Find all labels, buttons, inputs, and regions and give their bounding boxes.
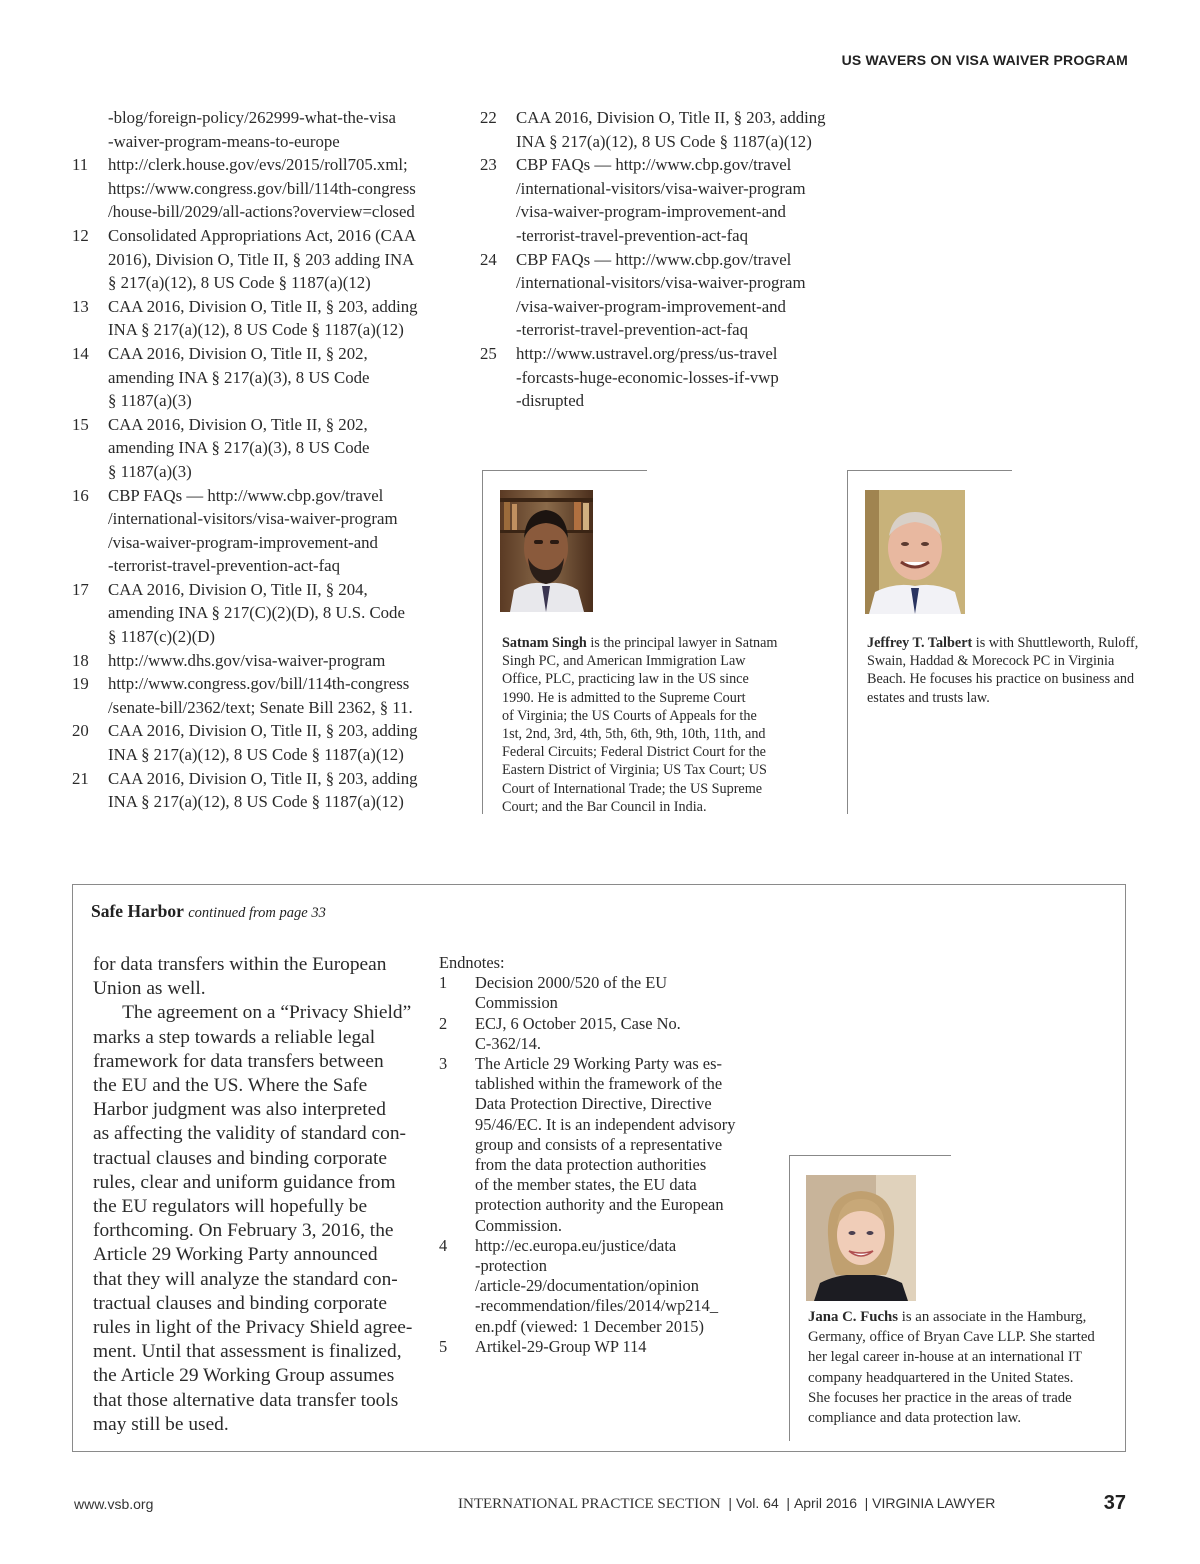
endnote-text	[108, 106, 450, 153]
endnote-text	[475, 973, 667, 1013]
endnote-line: § 1187(c)(2)(D)	[108, 627, 216, 647]
endnote-item	[72, 672, 450, 719]
bio-line: Eastern District of Virginia; US Tax Court; US	[502, 762, 767, 779]
bio-rule-top	[789, 1155, 951, 1156]
endnote-line: Consolidated Appropriations Act, 2016 (CAA	[108, 225, 417, 245]
bio-text-talbert	[867, 634, 1138, 707]
endnote-line: http://clerk.house.gov/evs/2015/roll705.xml;	[108, 155, 408, 175]
bio-line: 1st, 2nd, 3rd, 4th, 5th, 6th, 9th, 10th, 11th, and	[502, 726, 766, 743]
bio-line: her legal career in-house at an international IT	[808, 1349, 1083, 1366]
endnote-number: 22	[480, 108, 497, 127]
endnote-line: CBP FAQs — http://www.cbp.gov/travel	[516, 155, 792, 175]
body-line: rules in light of the Privacy Shield agree-	[93, 1317, 413, 1339]
endnote-line: -terrorist-travel-prevention-act-faq	[516, 320, 749, 340]
endnote-line: C-362/14.	[475, 1033, 542, 1053]
endnote-text	[475, 1236, 718, 1337]
body-line: tractual clauses and binding corporate	[93, 1147, 387, 1169]
endnote-number: 21	[72, 768, 89, 788]
body-line: Article 29 Working Party announced	[93, 1244, 378, 1266]
bio-line: Germany, office of Bryan Cave LLP. She started	[808, 1329, 1095, 1346]
endnotes-column-left	[72, 106, 450, 814]
continued-note: continued from page 33	[188, 905, 326, 921]
author-bio-fuchs	[789, 1155, 1109, 1441]
endnote-line: /international-visitors/visa-waiver-program	[516, 273, 806, 293]
endnote-item	[439, 1236, 769, 1337]
body-line: The agreement on a “Privacy Shield”	[93, 1002, 412, 1024]
endnote-line: CAA 2016, Division O, Title II, § 203, adding	[108, 768, 418, 788]
endnote-number: 19	[72, 674, 89, 694]
masthead: INTERNATIONAL PRACTICE SECTION | Vol. 64 | April 2016 | VIRGINIA LAWYER	[458, 1495, 996, 1512]
bio-line: Office, PLC, practicing law in the US since	[502, 671, 749, 688]
endnote-line: ECJ, 6 October 2015, Case No.	[475, 1013, 681, 1033]
endnote-line: amending INA § 217(C)(2)(D), 8 U.S. Code	[108, 603, 405, 623]
body-line: Union as well.	[93, 978, 206, 1000]
bio-text-fuchs	[808, 1307, 1095, 1428]
endnote-text	[516, 342, 860, 413]
endnote-line: Commission.	[475, 1215, 562, 1235]
bio-line: Court; and the Bar Council in India.	[502, 798, 707, 815]
bio-line-text: is with Shuttleworth, Ruloff,	[972, 635, 1139, 651]
author-photo-fuchs	[806, 1175, 916, 1301]
body-line: for data transfers within the European	[93, 954, 387, 975]
site-url: www.vsb.org	[74, 1496, 154, 1512]
endnote-line: INA § 217(a)(12), 8 US Code § 1187(a)(12)	[108, 745, 404, 765]
endnote-line: -recommendation/files/2014/wp214_	[475, 1296, 719, 1316]
endnote-number: 25	[480, 343, 497, 363]
endnote-line: http://www.congress.gov/bill/114th-congress	[108, 674, 410, 694]
endnote-line: amending INA § 217(a)(3), 8 US Code	[108, 438, 370, 458]
endnote-text	[516, 248, 860, 342]
bio-line: Singh PC, and American Immigration Law	[502, 653, 746, 670]
issue-date: April 2016	[793, 1495, 857, 1511]
endnote-item	[439, 1337, 769, 1357]
endnote-line: http://www.ustravel.org/press/us-travel	[516, 343, 778, 363]
bio-line: Court of International Trade; the US Supreme	[502, 780, 763, 797]
endnote-item	[480, 106, 860, 153]
safe-harbor-box	[72, 884, 1126, 1452]
body-line: as affecting the validity of standard con-	[93, 1123, 407, 1145]
endnote-item	[72, 649, 450, 673]
endnote-line: /article-29/documentation/opinion	[475, 1276, 699, 1296]
endnote-line: CAA 2016, Division O, Title II, § 202,	[108, 414, 368, 434]
author-bio-talbert	[847, 470, 1167, 814]
running-head: US WAVERS ON VISA WAIVER PROGRAM	[841, 52, 1128, 68]
volume: Vol. 64	[735, 1495, 779, 1511]
bio-rule-top	[482, 470, 647, 471]
endnote-line: protection authority and the European	[475, 1195, 724, 1215]
endnote-line: /visa-waiver-program-improvement-and	[516, 202, 786, 222]
endnote-text	[108, 672, 450, 719]
endnote-line: -terrorist-travel-prevention-act-faq	[516, 225, 749, 245]
author-name: Jana C. Fuchs	[808, 1309, 899, 1325]
endnote-line: Data Protection Directive, Directive	[475, 1094, 712, 1114]
bio-rule-left	[847, 470, 848, 814]
endnote-item	[439, 1054, 769, 1236]
page-footer	[0, 1492, 1200, 1522]
endnote-line: § 217(a)(12), 8 US Code § 1187(a)(12)	[108, 273, 371, 293]
endnote-text	[108, 484, 450, 578]
endnote-line: -forcasts-huge-economic-losses-if-vwp	[516, 367, 779, 387]
author-name: Jeffrey T. Talbert	[867, 635, 973, 651]
endnote-line: from the data protection authorities	[475, 1155, 707, 1175]
body-line: the EU and the US. Where the Safe	[93, 1075, 368, 1097]
endnote-item	[72, 342, 450, 413]
endnote-line: http://www.dhs.gov/visa-waiver-program	[108, 650, 386, 670]
endnote-line: http://ec.europa.eu/justice/data	[475, 1235, 677, 1255]
endnote-line: § 1187(a)(3)	[108, 391, 192, 411]
endnote-text	[108, 578, 450, 649]
endnote-line: -disrupted	[516, 391, 585, 411]
bio-rule-left	[789, 1155, 790, 1441]
endnote-number: 15	[72, 414, 89, 434]
author-bio-singh	[482, 470, 812, 814]
endnote-line: 95/46/EC. It is an independent advisory	[475, 1114, 736, 1134]
bio-line: Swain, Haddad & Morecock PC in Virginia	[867, 653, 1115, 670]
endnote-line: Commission	[475, 993, 558, 1013]
endnote-text	[475, 1054, 735, 1236]
endnotes-column-right	[480, 106, 860, 413]
endnote-text	[108, 153, 450, 224]
endnote-item	[480, 153, 860, 247]
author-photo-talbert	[865, 490, 965, 614]
endnote-line: https://www.congress.gov/bill/114th-congress	[108, 178, 416, 198]
bio-line: 1990. He is admitted to the Supreme Court	[502, 689, 746, 706]
endnote-number: 13	[72, 296, 89, 316]
body-line: Harbor judgment was also interpreted	[93, 1099, 386, 1121]
endnote-item	[72, 484, 450, 578]
endnote-number: 3	[439, 1054, 448, 1074]
endnote-item	[72, 767, 450, 814]
endnote-line: CAA 2016, Division O, Title II, § 204,	[108, 579, 368, 599]
endnote-line: tablished within the framework of the	[475, 1074, 723, 1094]
endnote-line: /international-visitors/visa-waiver-program	[516, 178, 806, 198]
endnote-line: CAA 2016, Division O, Title II, § 202,	[108, 343, 368, 363]
endnote-line: -blog/foreign-policy/262999-what-the-visa	[108, 108, 397, 127]
endnote-text	[108, 342, 450, 413]
bio-line-text: is the principal lawyer in Satnam	[586, 635, 778, 651]
endnote-number: 5	[439, 1336, 448, 1356]
safe-harbor-heading	[91, 901, 326, 922]
endnote-line: of the member states, the EU data	[475, 1175, 697, 1195]
endnote-text	[108, 224, 450, 295]
endnote-line: group and consists of a representative	[475, 1134, 723, 1154]
endnote-line: amending INA § 217(a)(3), 8 US Code	[108, 367, 370, 387]
endnote-line: 2016), Division O, Title II, § 203 adding INA	[108, 249, 415, 269]
bio-line: company headquartered in the United States.	[808, 1369, 1074, 1386]
endnote-line: CAA 2016, Division O, Title II, § 203, adding	[516, 108, 826, 127]
endnote-number: 14	[72, 343, 89, 363]
endnote-number: 1	[439, 973, 448, 993]
endnote-text	[108, 295, 450, 342]
endnote-text	[516, 153, 860, 247]
endnote-line: The Article 29 Working Party was es-	[475, 1054, 722, 1074]
bio-rule-top	[847, 470, 1012, 471]
endnote-line: Artikel-29-Group WP 114	[475, 1336, 647, 1356]
endnote-number: 23	[480, 155, 497, 175]
body-line: ment. Until that assessment is finalized,	[93, 1341, 402, 1363]
bio-line: Beach. He focuses his practice on business and	[867, 671, 1135, 688]
endnote-number: 20	[72, 721, 89, 741]
bio-line	[502, 634, 777, 652]
endnote-item	[480, 342, 860, 413]
endnote-item	[72, 578, 450, 649]
endnote-item	[72, 413, 450, 484]
bio-line	[867, 634, 1138, 652]
endnote-line: -protection	[475, 1256, 547, 1276]
endnote-line: /international-visitors/visa-waiver-program	[108, 509, 398, 529]
endnote-item	[439, 1014, 769, 1054]
endnote-item	[439, 973, 769, 1013]
author-name: Satnam Singh	[502, 635, 587, 651]
body-line: may still be used.	[93, 1413, 229, 1435]
bio-line: She focuses her practice in the areas of trade	[808, 1389, 1072, 1406]
endnote-number: 12	[72, 225, 89, 245]
bio-line: estates and trusts law.	[867, 689, 990, 706]
endnote-line: /senate-bill/2362/text; Senate Bill 2362, § 11.	[108, 697, 413, 717]
endnote-line: /visa-waiver-program-improvement-and	[516, 296, 786, 316]
body-line: the Article 29 Working Group assumes	[93, 1365, 395, 1387]
bio-line: Federal Circuits; Federal District Court for the	[502, 744, 766, 761]
endnote-line: CAA 2016, Division O, Title II, § 203, adding	[108, 296, 418, 316]
bio-rule-left	[482, 470, 483, 814]
endnote-line: /house-bill/2029/all-actions?overview=closed	[108, 202, 415, 222]
page-number: 37	[1103, 1492, 1126, 1514]
endnote-text	[516, 106, 860, 153]
endnote-line: § 1187(a)(3)	[108, 461, 192, 481]
endnote-number: 2	[439, 1013, 448, 1033]
endnote-item	[72, 153, 450, 224]
body-line: marks a step towards a reliable legal	[93, 1026, 376, 1048]
safe-harbor-endnotes	[439, 953, 769, 1357]
magazine-name: VIRGINIA LAWYER	[872, 1495, 996, 1511]
endnote-number: 18	[72, 650, 89, 670]
endnote-number: 24	[480, 249, 497, 269]
endnote-number: 11	[72, 155, 89, 175]
safe-harbor-body	[93, 953, 423, 1437]
section-title: Safe Harbor	[91, 901, 184, 921]
endnote-text	[108, 413, 450, 484]
body-line: that those alternative data transfer tools	[93, 1389, 399, 1411]
endnote-line: -terrorist-travel-prevention-act-faq	[108, 556, 341, 576]
bio-text-singh	[502, 634, 777, 816]
endnote-text	[475, 1337, 646, 1357]
endnote-item	[72, 106, 450, 153]
endnote-line: Decision 2000/520 of the EU	[475, 973, 668, 993]
endnote-line: INA § 217(a)(12), 8 US Code § 1187(a)(12)	[108, 320, 404, 340]
bio-line: compliance and data protection law.	[808, 1410, 1022, 1427]
author-photo-singh	[500, 490, 593, 612]
body-line: framework for data transfers between	[93, 1050, 384, 1072]
section-name: INTERNATIONAL PRACTICE SECTION	[458, 1496, 721, 1512]
bio-line	[808, 1307, 1095, 1327]
endnote-line: -waiver-program-means-to-europe	[108, 131, 340, 151]
endnote-line: CBP FAQs — http://www.cbp.gov/travel	[516, 249, 792, 269]
endnote-item	[72, 719, 450, 766]
endnote-line: CAA 2016, Division O, Title II, § 203, adding	[108, 721, 418, 741]
endnote-number	[72, 106, 108, 153]
bio-line: of Virginia; the US Courts of Appeals for the	[502, 707, 757, 724]
endnote-line: /visa-waiver-program-improvement-and	[108, 532, 378, 552]
endnote-text	[108, 767, 450, 814]
body-line: tractual clauses and binding corporate	[93, 1292, 387, 1314]
endnote-item	[72, 224, 450, 295]
endnote-line: en.pdf (viewed: 1 December 2015)	[475, 1316, 704, 1336]
endnote-text	[108, 719, 450, 766]
bio-line-text: is an associate in the Hamburg,	[898, 1309, 1087, 1325]
endnote-number: 17	[72, 579, 89, 599]
endnote-line: INA § 217(a)(12), 8 US Code § 1187(a)(12)	[108, 792, 404, 812]
body-line: rules, clear and uniform guidance from	[93, 1171, 396, 1193]
endnote-item	[72, 295, 450, 342]
endnote-line: INA § 217(a)(12), 8 US Code § 1187(a)(12)	[516, 131, 812, 151]
body-line: forthcoming. On February 3, 2016, the	[93, 1220, 394, 1242]
body-line: the EU regulators will hopefully be	[93, 1196, 368, 1218]
endnote-text	[475, 1014, 681, 1054]
endnotes-heading: Endnotes:	[439, 953, 505, 972]
endnote-number: 16	[72, 485, 89, 505]
body-line: that they will analyze the standard con-	[93, 1268, 398, 1290]
endnote-number: 4	[439, 1235, 448, 1255]
endnote-line: CBP FAQs — http://www.cbp.gov/travel	[108, 485, 384, 505]
endnote-text	[108, 649, 450, 673]
endnote-item	[480, 248, 860, 342]
